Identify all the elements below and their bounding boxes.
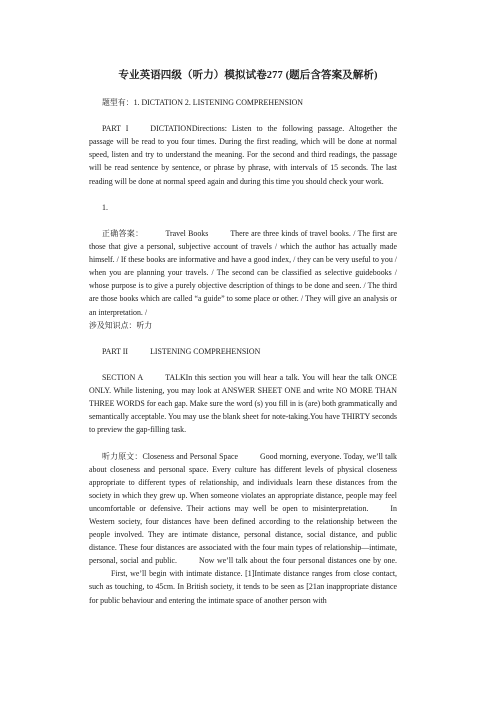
document-title: 专业英语四级（听力）模拟试卷277 (题后含答案及解析) bbox=[118, 70, 378, 81]
transcript-paragraph-3: Now we’ll talk about the four personal distances one by one. bbox=[199, 556, 397, 566]
answer-label: 正确答案： bbox=[102, 228, 144, 238]
transcript-label: 听力原文： bbox=[102, 451, 143, 461]
part1-label: DICTATION bbox=[150, 124, 192, 134]
answer-title: Travel Books bbox=[165, 228, 209, 238]
answer-block bbox=[89, 227, 397, 319]
answer-text: There are three kinds of travel books. / The first are those that give a personal, subjective account of travels / which the author has actually made himself. / If these books are informative and have a good index, / they can be very useful to you / when you are planning your travels. / The second can be classified as selective guidebooks / whose purpose is to give a purely objective description of things to be done and seen. / The third are those books which are called “a guide” to some place or other. / They will give an analysis or an interpretation. / bbox=[89, 228, 397, 317]
sectionA-directions: In this section you will hear a talk. You will hear the talk ONCE ONLY. While listening, you may look at ANSWER SHEET ONE and write NO MORE THAN THREE WORDS for each gap. Make sure the word (s) you fill in is (are) both grammatically and semantically acceptable. You may use the blank sheet for note-taking.You have THIRTY seconds to preview the gap-filling task. bbox=[89, 372, 397, 435]
question-number: 1. bbox=[102, 202, 108, 212]
transcript-paragraph-4: First, we’ll begin with intimate distance. [1]Intimate distance ranges from close contact, such as touching, to 45cm. In British society, it tends to be seen as [21an inappropriate distance for public behaviour and entering the intimate space of another person with bbox=[89, 569, 397, 605]
part2-block bbox=[89, 345, 397, 358]
sectionA-block bbox=[89, 371, 397, 436]
part2-label: LISTENING COMPREHENSION bbox=[150, 346, 261, 356]
question-types: 题型有：1. DICTATION 2. LISTENING COMPREHENSION bbox=[102, 98, 304, 107]
transcript-title: Closeness and Personal Space bbox=[142, 451, 238, 461]
sectionA-heading: SECTION A bbox=[102, 372, 144, 382]
sectionA-label: TALK bbox=[165, 372, 186, 382]
document-body bbox=[89, 96, 397, 620]
transcript-paragraph-1: Good morning, everyone. Today, we’ll talk about closeness and personal space. Every culture has different levels of physical closeness appropriate to different types of relationship, and individuals learn these distances from the society in which they grew up. When someone violates an appropriate distance, people may feel uncomfortable or defensive. Their actions may well be open to misinterpretation. bbox=[89, 451, 397, 513]
knowledge-point: 涉及知识点：听力 bbox=[89, 320, 153, 330]
part2-heading: PART II bbox=[102, 346, 129, 356]
part1-block bbox=[89, 122, 397, 187]
part1-directions: Directions: Listen to the following passage. Altogether the passage will be read to you four times. During the first reading, which will be done at normal speed, listen and try to understand the meaning. For the second and third readings, the passage will be read sentence by sentence, or phrase by phrase, with intervals of 15 seconds. The last reading will be done at normal speed again and during this time you should check your work. bbox=[89, 124, 398, 186]
part1-heading: PART I bbox=[102, 124, 129, 134]
transcript-block bbox=[89, 450, 397, 607]
transcript-paragraph-2: In Western society, four distances have been defined according to the relationship between the people involved. They are intimate distance, personal distance, social distance, and public distance. These four distances are associated with the four main types of relationship—intimate, personal, social and public. bbox=[89, 503, 397, 566]
